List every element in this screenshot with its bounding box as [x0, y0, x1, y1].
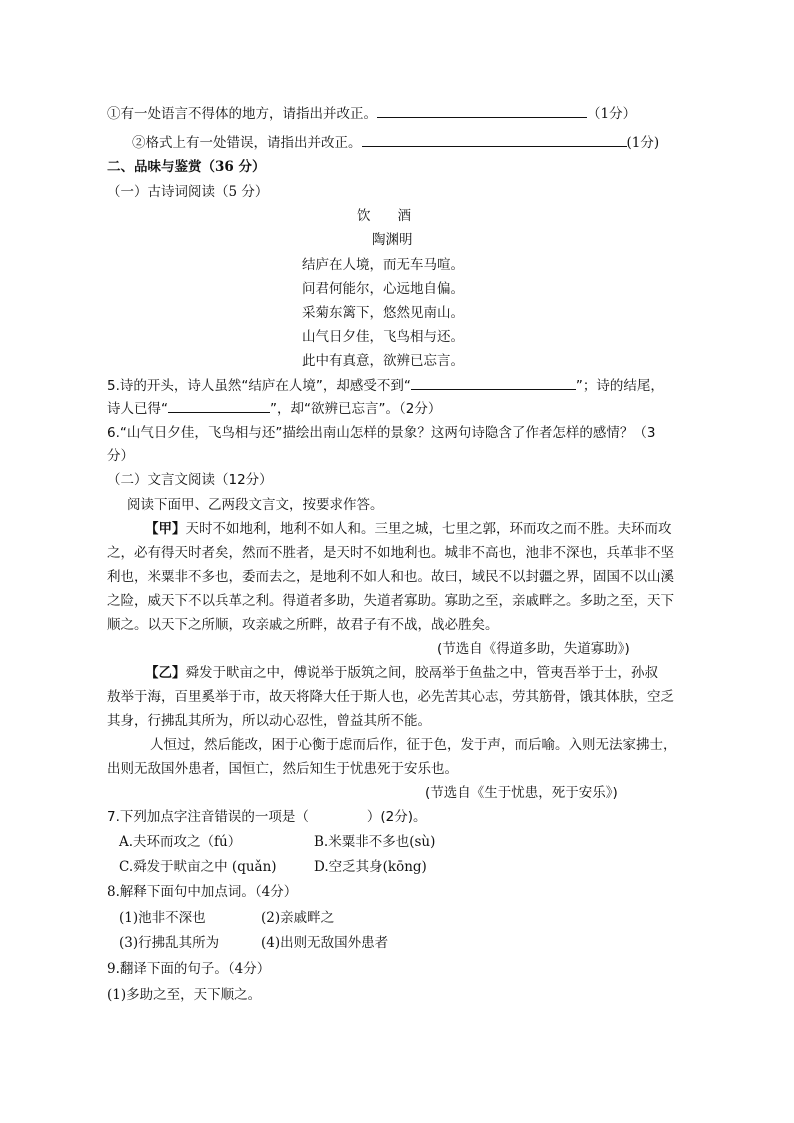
passage-yi-line: 人恒过，然后能改，困于心衡于虑而后作，征于色，发于声，而后喻。入则无法家拂士，: [150, 737, 677, 753]
passage-jia-source: (节选自《得道多助，失道寡助》): [437, 641, 630, 657]
question-5-text: ”，却“欲辨已忘言”。（2分）: [270, 401, 442, 417]
passage-jia-line: 之，必有得天时者矣，然而不胜者，是天时不如地利也。城非不高也，池非不深也，兵革非不坚: [107, 545, 674, 561]
poem-line: 结庐在人境，而无车马喧。: [302, 257, 464, 273]
question-7-option-d: D.空乏其身(kōng): [314, 859, 427, 875]
question-8-item: (3)行拂乱其所为: [119, 935, 220, 951]
question-7-text: 7.下列加点字注音错误的一项是（: [107, 809, 309, 825]
poem-line: 山气日夕佳，飞鸟相与还。: [302, 329, 464, 345]
question-7-option-a: A.夫环而攻之（fú）: [119, 834, 242, 850]
poem-line: 此中有真意，欲辨已忘言。: [302, 353, 464, 369]
subsection-prose-heading: （二）文言文阅读（12分）: [107, 472, 273, 488]
reading-instruction: 阅读下面甲、乙两段文言文，按要求作答。: [127, 497, 384, 513]
answer-blank: [168, 399, 270, 413]
question-9-stem: 9.翻译下面的句子。（4分）: [107, 961, 271, 977]
question-5-text: 诗人已得“: [107, 401, 168, 417]
question-8-item: (4)出则无敌国外患者: [261, 935, 389, 951]
question-8-item: (2)亲戚畔之: [261, 910, 335, 926]
answer-blank: [411, 376, 576, 390]
passage-jia-line: 利也，米粟非不多也，委而去之，是地利不如人和也。故曰，域民不以封疆之界，固国不以山溪: [107, 569, 674, 585]
passage-yi-line: 敖举于海，百里奚举于市，故天将降大任于斯人也，必先苦其心志，劳其筋骨，饿其体肤，空乏: [107, 689, 674, 705]
question-5-text: ”；诗的结尾，: [575, 378, 664, 394]
question-5-text: 5.诗的开头，诗人虽然“结庐在人境”，却感受不到“: [107, 378, 411, 394]
passage-jia-line: 之险，威天下不以兵革之利。得道者多助，失道者寡助。寡助之至，亲戚畔之。多助之至，天下: [107, 593, 674, 609]
passage-yi-line: 出则无敌国外患者，国恒亡，然后知生于忧患死于安乐也。: [107, 761, 458, 777]
poem-author: 陶渊明: [372, 232, 413, 248]
passage-yi-line: [145, 664, 658, 682]
question-7-option-c: C.舜发于畎亩之中 (quǎn): [119, 859, 277, 875]
subsection-poetry-heading: （一）古诗词阅读（5 分）: [107, 184, 269, 200]
poem-line: 问君何能尔，心远地自偏。: [302, 281, 464, 297]
answer-blank: [362, 133, 627, 147]
passage-yi-line: 其身，行拂乱其所为，所以动心忍性，曾益其所不能。: [107, 713, 431, 729]
passage-jia-line: [145, 520, 672, 538]
passage-yi-label: 【乙】: [145, 665, 186, 681]
question-6-line-2: 分）: [107, 448, 134, 464]
question-5-line-2: [107, 399, 441, 418]
passage-jia-label: 【甲】: [145, 521, 186, 537]
question-6-line-1: 6.“山气日夕佳，飞鸟相与还”描绘出南山怎样的景象？这两句诗隐含了作者怎样的感情？（3: [107, 425, 656, 441]
section-heading: 二、品味与鉴赏（36 分）: [107, 159, 266, 175]
poem-title: 饮 酒: [357, 208, 411, 224]
question-1-text: ①有一处语言不得体的地方，请指出并改正。: [107, 106, 377, 122]
question-2-text: ②格式上有一处错误，请指出并改正。: [132, 135, 362, 151]
question-2-line: [132, 133, 659, 152]
question-8-item: (1)池非不深也: [119, 910, 206, 926]
question-5-line-1: [107, 376, 664, 395]
question-7-option-b: B.米粟非不多也(sù): [314, 834, 436, 850]
question-7-stem: [107, 808, 427, 826]
question-1-line: [107, 104, 636, 123]
passage-yi-source: (节选自《生于忧患，死于安乐》): [425, 785, 618, 801]
poem-line: 采菊东篱下，悠然见南山。: [302, 305, 464, 321]
question-8-stem: 8.解释下面句中加点词。（4分）: [107, 884, 298, 900]
passage-jia-text: 天时不如地利，地利不如人和。三里之城，七里之郭，环而攻之而不胜。夫环而攻: [185, 521, 672, 537]
question-7-text: ）(2分)。: [366, 809, 427, 825]
question-9-item: (1)多助之至，天下顺之。: [107, 987, 262, 1003]
passage-yi-text: 舜发于畎亩之中，傅说举于版筑之间，胶鬲举于鱼盐之中，管夷吾举于士，孙叔: [185, 665, 658, 681]
answer-blank: [377, 104, 587, 118]
question-1-score: （1分）: [587, 106, 637, 122]
question-2-score: (1分): [626, 135, 660, 151]
passage-jia-line: 顺之。以天下之所顺，攻亲戚之所畔，故君子有不战，战必胜矣。: [107, 617, 499, 633]
